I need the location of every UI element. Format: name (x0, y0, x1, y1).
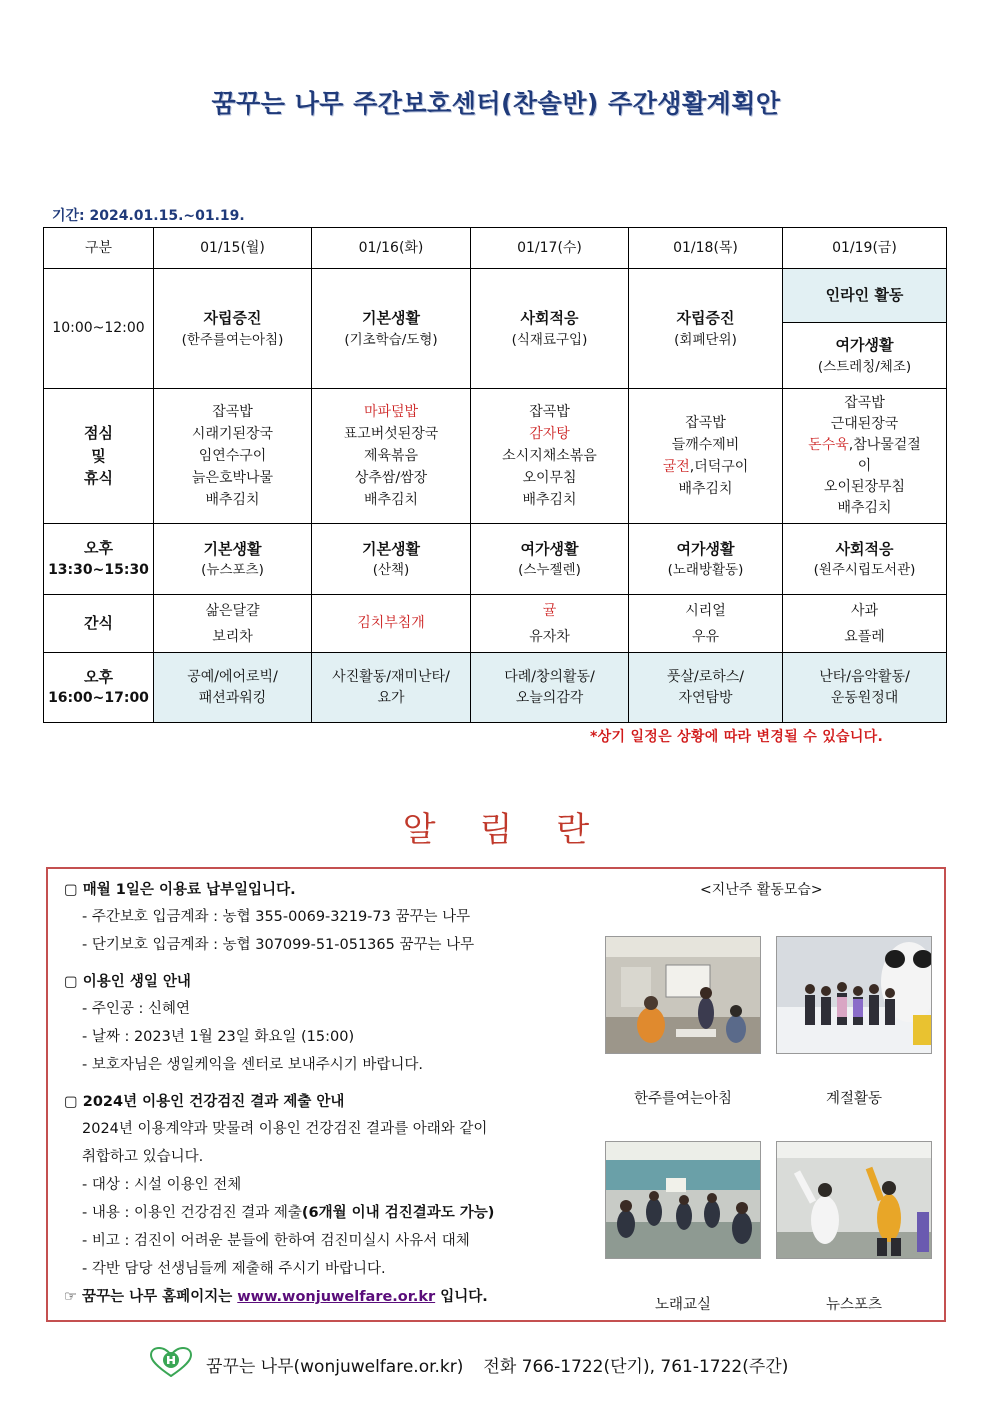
table-cell: 사회적응 (원주시립도서관) (783, 524, 947, 595)
table-cell-menu: 잡곡밥 근대된장국 돈수육,참나물겉절 이 오이된장무침 배추김치 (783, 389, 947, 524)
table-cell: 기본생활 (뉴스포츠) (154, 524, 312, 595)
table-cell: 다례/창의활동/ 오늘의감각 (471, 653, 629, 723)
row-label-lunch: 점심 및 휴식 (44, 389, 154, 524)
notice-line: - 대상 : 시설 이용인 전체 (82, 1177, 242, 1193)
homepage-line: ☞ 꿈꾸는 나무 홈페이지는 www.wonjuwelfare.or.kr 입니다. (64, 1289, 488, 1305)
table-cell: 사진활동/재미난타/ 요가 (312, 653, 471, 723)
table-cell: 여가생활 (노래방활동) (629, 524, 783, 595)
table-cell: 기본생활 (기초학습/도형) (312, 269, 471, 389)
table-cell: 자립증진 (회폐단위) (629, 269, 783, 389)
notice-box (46, 867, 946, 1322)
table-cell: 여가생활 (스누젤렌) (471, 524, 629, 595)
notice-line: - 비고 : 검진이 어려운 분들에 한하여 검진미실시 사유서 대체 (82, 1233, 470, 1249)
table-cell: 사회적응 (식재료구입) (471, 269, 629, 389)
weekly-plan-table (43, 227, 947, 723)
table-cell: 여가생활 (스트레칭/체조) (783, 323, 947, 389)
photo-classroom (605, 936, 761, 1054)
table-cell: 공예/에어로빅/ 패션과워킹 (154, 653, 312, 723)
row-label-late: 오후 16:00~17:00 (44, 653, 154, 723)
notice-line: - 주간보호 입금계좌 : 농협 355-0069-3219-73 꿈꾸는 나무 (82, 909, 471, 925)
table-row-snack (44, 595, 947, 653)
row-label-snack: 간식 (44, 595, 154, 653)
row-label-afternoon: 오후 13:30~15:30 (44, 524, 154, 595)
photo-new-sports (776, 1141, 932, 1259)
table-cell-menu: 잡곡밥 들깨수제비 굴전,더덕구이 배추김치 (629, 389, 783, 524)
header-day: 01/19(금) (783, 228, 947, 269)
photo-snow (776, 936, 932, 1054)
header-day: 01/17(수) (471, 228, 629, 269)
notice-line: - 보호자님은 생일케익을 센터로 보내주시기 바랍니다. (82, 1057, 424, 1073)
photo-music-class (605, 1141, 761, 1259)
table-cell: 풋살/로하스/ 자연탐방 (629, 653, 783, 723)
table-cell-fri-top: 인라인 활동 (783, 269, 947, 323)
homepage-link[interactable]: www.wonjuwelfare.or.kr (237, 1289, 436, 1305)
notice-title: 알림란 (402, 810, 634, 850)
table-cell-menu: 마파덮밥 표고버섯된장국 제육볶음 상추쌈/쌈장 배추김치 (312, 389, 471, 524)
gallery-caption: 한주를여는아침 (633, 1091, 733, 1107)
notice-heading: ▢ 2024년 이용인 건강검진 결과 제출 안내 (64, 1094, 345, 1110)
footer-phone: 전화 766-1722(단기), 761-1722(주간) (483, 1357, 789, 1377)
gallery-caption: 노래교실 (654, 1297, 712, 1313)
table-cell-menu: 잡곡밥 시래기된장국 임연수구이 늙은호박나물 배추김치 (154, 389, 312, 524)
header-day: 01/16(화) (312, 228, 471, 269)
notice-line: - 각반 담당 선생님들께 제출해 주시기 바랍니다. (82, 1261, 386, 1277)
header-category: 구분 (44, 228, 154, 269)
notice-text (64, 877, 604, 1311)
gallery-caption: 뉴스포츠 (825, 1297, 883, 1313)
table-cell: 귤 유자차 (471, 595, 629, 653)
table-row-afternoon (44, 524, 947, 595)
table-cell: 기본생활 (산책) (312, 524, 471, 595)
table-cell: 삶은달걀 보리차 (154, 595, 312, 653)
table-row-lunch (44, 389, 947, 524)
table-cell-menu: 잡곡밥 감자탕 소시지채소볶음 오이무침 배추김치 (471, 389, 629, 524)
table-cell: 시리얼 우유 (629, 595, 783, 653)
table-cell: 난타/음악활동/ 운동원정대 (783, 653, 947, 723)
footer (150, 1347, 788, 1382)
table-cell: 사과 요플레 (783, 595, 947, 653)
footer-org: 꿈꾸는 나무(wonjuwelfare.or.kr) (206, 1357, 464, 1377)
table-row-morning (44, 269, 947, 323)
logo-heart-icon (150, 1347, 192, 1382)
plan-period: 기간: 2024.01.15.~01.19. (52, 208, 245, 224)
schedule-change-note: *상기 일정은 상황에 따라 변경될 수 있습니다. (590, 729, 884, 745)
gallery-caption: 계절활동 (825, 1091, 883, 1107)
notice-heading: ▢ 이용인 생일 안내 (64, 974, 191, 990)
table-cell: 김치부침개 (312, 595, 471, 653)
table-row-late (44, 653, 947, 723)
notice-line: - 주인공 : 신혜연 (82, 1001, 190, 1017)
table-cell: 자립증진 (한주를여는아침) (154, 269, 312, 389)
header-day: 01/18(목) (629, 228, 783, 269)
notice-line: - 날짜 : 2023년 1월 23일 화요일 (15:00) (82, 1029, 355, 1045)
notice-line: 취합하고 있습니다. (82, 1149, 204, 1165)
notice-line: - 단기보호 입금계좌 : 농협 307099-51-051365 꿈꾸는 나무 (82, 937, 475, 953)
notice-line: 2024년 이용계약과 맞물려 이용인 건강검진 결과를 아래와 같이 (82, 1121, 488, 1137)
page-title: 꿈꾸는 나무 주간보호센터(찬솔반) 주간생활계획안 (211, 89, 781, 118)
header-day: 01/15(월) (154, 228, 312, 269)
table-header-row (44, 228, 947, 269)
notice-line: - 내용 : 이용인 건강검진 결과 제출(6개월 이내 검진결과도 가능) (82, 1205, 495, 1221)
notice-heading: ▢ 매월 1일은 이용료 납부일입니다. (64, 882, 296, 898)
gallery-heading: <지난주 활동모습> (700, 882, 823, 898)
row-label-morning: 10:00~12:00 (44, 269, 154, 389)
